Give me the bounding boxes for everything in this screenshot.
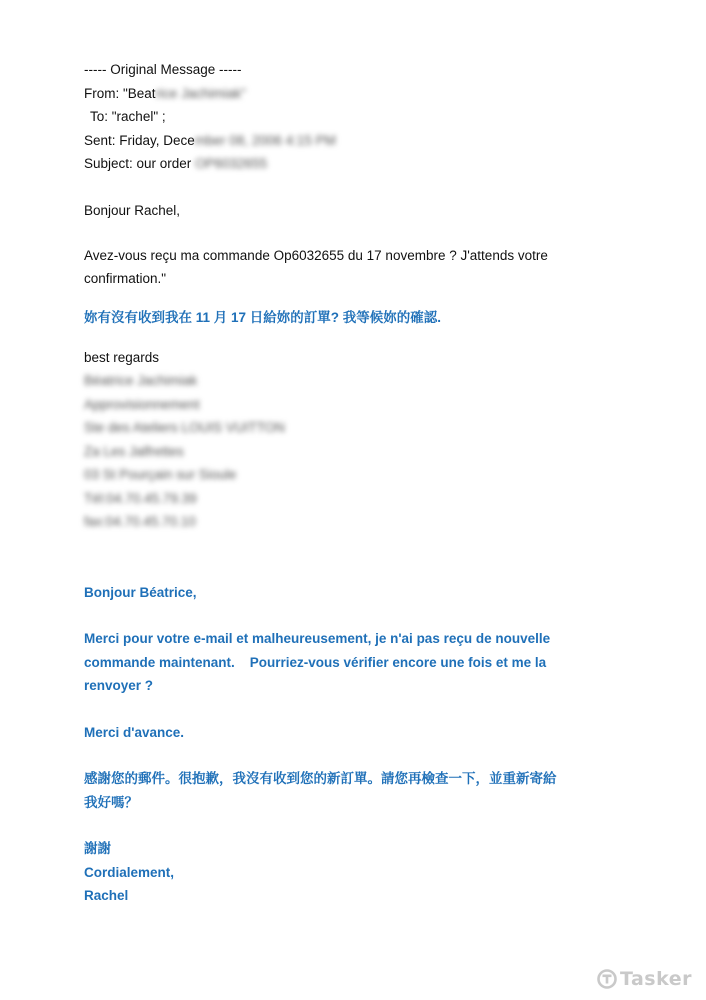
reply-closing: Cordialement,: [84, 864, 175, 880]
to-line: To: "rachel" ;: [90, 109, 166, 124]
subject-label: Subject: our order: [84, 156, 192, 171]
signature-line: Ste des Ateliers LOUIS VUITTON: [84, 420, 285, 435]
reply-signature-name: Rachel: [84, 888, 129, 903]
from-line: [84, 82, 644, 106]
reply-cjk-thanks: 謝謝: [84, 841, 111, 856]
message-closing: best regards: [84, 349, 160, 365]
message-translation: 妳有沒有收到我在 11 月 17 日給妳的訂單? 我等候妳的確認.: [84, 310, 442, 325]
original-message-header: ----- Original Message -----: [84, 62, 242, 77]
sent-line: [84, 129, 644, 153]
signature-block: [84, 369, 644, 534]
sent-redacted: mber 08, 2006 4:15 PM: [194, 132, 336, 148]
message-body-line-1: Avez-vous reçu ma commande Op6032655 du 17 novembre ? J'attends votre: [84, 248, 548, 263]
message-body-line-2: confirmation.": [84, 270, 167, 286]
sent-label: Sent: Friday, Dece: [84, 132, 195, 148]
signature-line: 03 St Pourçain sur Sioule: [84, 467, 237, 482]
from-redacted: rice Jachimiak": [155, 85, 246, 101]
reply-thanks: Merci d'avance.: [84, 724, 185, 740]
reply-body-line-3: renvoyer ?: [84, 678, 154, 693]
tasker-watermark: [597, 968, 692, 990]
subject-redacted: OP6032655: [195, 156, 268, 171]
reply-body-line-2: commande maintenant. Pourriez-vous vérifier encore une fois et me la: [84, 654, 547, 670]
signature-line: Approvisionnement: [84, 396, 200, 412]
email-document: [84, 58, 644, 908]
tasker-logo-icon: [597, 969, 617, 989]
reply-body-line-1: Merci pour votre e-mail et malheureusement, je n'ai pas reçu de nouvelle: [84, 631, 551, 646]
subject-line: [84, 152, 644, 176]
reply-greeting: Bonjour Béatrice,: [84, 584, 197, 600]
signature-line: Tél:04.70.45.79.39: [84, 490, 197, 506]
watermark-text: Tasker: [619, 968, 692, 990]
signature-line: fax:04.70.45.70.10: [84, 514, 196, 529]
message-greeting: Bonjour Rachel,: [84, 202, 181, 218]
signature-line: Béatrice Jachimiak: [84, 373, 198, 388]
signature-line: Za Les Jalfrettes: [84, 443, 184, 459]
reply-cjk-line-2: 我好嗎？: [84, 794, 138, 810]
reply-cjk-line-1: 感謝您的郵件。很抱歉，我沒有收到您的新訂單。請您再檢查一下，並重新寄給: [84, 771, 557, 786]
from-label: From: "Beat: [84, 85, 156, 101]
